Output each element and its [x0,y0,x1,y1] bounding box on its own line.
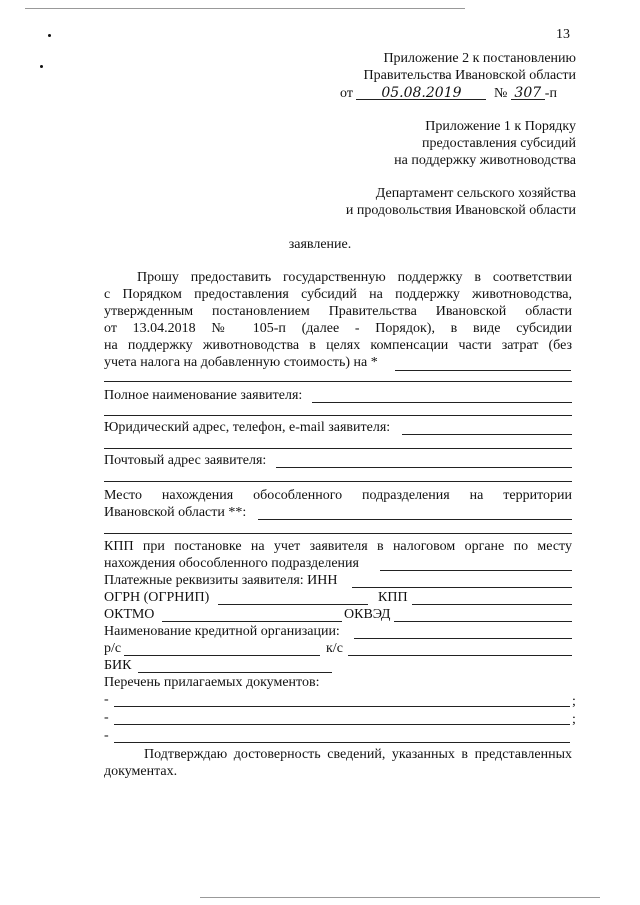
full-name-label: Полное наименование заявителя: [104,388,303,403]
intro-line4: от 13.04.2018 № 105-п (далее - Порядок), в виде субсидии [104,321,572,336]
page-number: 13 [556,27,570,42]
kpp-branch-label-line2: нахождения обособленного подразделения [104,556,359,571]
ogrn-label: ОГРН (ОГРНИП) [104,590,210,605]
inn-field[interactable] [352,587,572,588]
branch-location-field[interactable] [258,519,572,520]
branch-location-field-2[interactable] [104,533,572,534]
kpp-branch-field[interactable] [380,570,572,571]
attachment-bullet: - [104,728,109,743]
kpp-label: КПП [378,590,408,605]
attachment-bullet: - [104,710,109,725]
confirmation-line2: документах. [104,764,178,779]
number-value: 307 [514,85,542,101]
date-field [356,85,486,100]
intro-line6: учета налога на добавленную стоимость) на * [104,355,378,370]
appendix1-line1: Приложение 1 к Порядку [425,119,576,134]
subsidy-purpose-field[interactable] [395,370,571,371]
addressee-line1: Департамент сельского хозяйства [375,186,576,201]
attachment-semicolon: ; [572,694,576,709]
bik-label: БИК [104,658,132,673]
intro-line3: утвержденным постановлением Правительства Ивановской области [104,304,572,319]
oktmo-field[interactable] [162,621,342,622]
okved-field[interactable] [394,621,572,622]
addressee-line2: и продовольствия Ивановской области [345,203,576,218]
subsidy-purpose-field-2[interactable] [104,381,572,382]
top-border-line [25,8,465,9]
date-value: 05.08.2019 [381,85,462,101]
appendix1-line3: на поддержку животноводства [394,153,576,168]
branch-location-label-line2: Ивановской области **: [104,505,247,520]
bottom-border-line [200,897,600,898]
oktmo-label: ОКТМО [104,607,155,622]
intro-line1: Прошу предоставить государственную поддержку в соответствии [137,270,572,285]
legal-address-field-2[interactable] [104,448,572,449]
full-name-field[interactable] [312,402,572,403]
scan-speck [48,34,51,37]
number-field [511,85,545,100]
bik-field[interactable] [138,672,332,673]
intro-line5: на поддержку животноводства в целях компенсации части затрат (без [104,338,572,353]
kpp-branch-label-line1: КПП при постановке на учет заявителя в налоговом органе по месту [104,539,572,554]
appendix2-line2: Правительства Ивановской области [363,68,576,83]
postal-address-field-2[interactable] [104,481,572,482]
number-label: № [493,86,508,101]
postal-address-field[interactable] [276,467,572,468]
intro-line2: с Порядком предоставления субсидий на поддержку животноводства, [104,287,572,302]
okved-label: ОКВЭД [344,607,391,622]
postal-address-label: Почтовый адрес заявителя: [104,453,267,468]
ks-label: к/с [326,641,343,656]
confirmation-line1: Подтверждаю достоверность сведений, указанных в представленных [144,747,572,762]
document-title: заявление. [288,237,352,252]
from-label: от [340,86,353,101]
attachment-field-3[interactable] [114,742,570,743]
attachment-semicolon: ; [572,712,576,727]
date-number-row [340,85,557,102]
appendix2-line1: Приложение 2 к постановлению [383,51,576,66]
legal-address-field[interactable] [402,434,572,435]
attachments-label: Перечень прилагаемых документов: [104,675,320,690]
number-suffix: -п [544,86,557,101]
ks-field[interactable] [348,655,572,656]
appendix1-line2: предоставления субсидий [421,136,576,151]
rs-label: р/с [104,641,122,656]
legal-address-label: Юридический адрес, телефон, e-mail заявителя: [104,420,391,435]
full-name-field-2[interactable] [104,415,572,416]
bank-label: Наименование кредитной организации: [104,624,340,639]
branch-location-label-line1: Место нахождения обособленного подразделения на территории [104,488,572,503]
ogrn-field[interactable] [218,604,368,605]
kpp-field[interactable] [412,604,572,605]
inn-label: Платежные реквизиты заявителя: ИНН [104,573,338,588]
scan-speck [40,65,43,68]
attachment-field-2[interactable] [114,724,570,725]
attachment-field-1[interactable] [114,706,570,707]
bank-field[interactable] [354,638,572,639]
rs-field[interactable] [124,655,320,656]
attachment-bullet: - [104,692,109,707]
